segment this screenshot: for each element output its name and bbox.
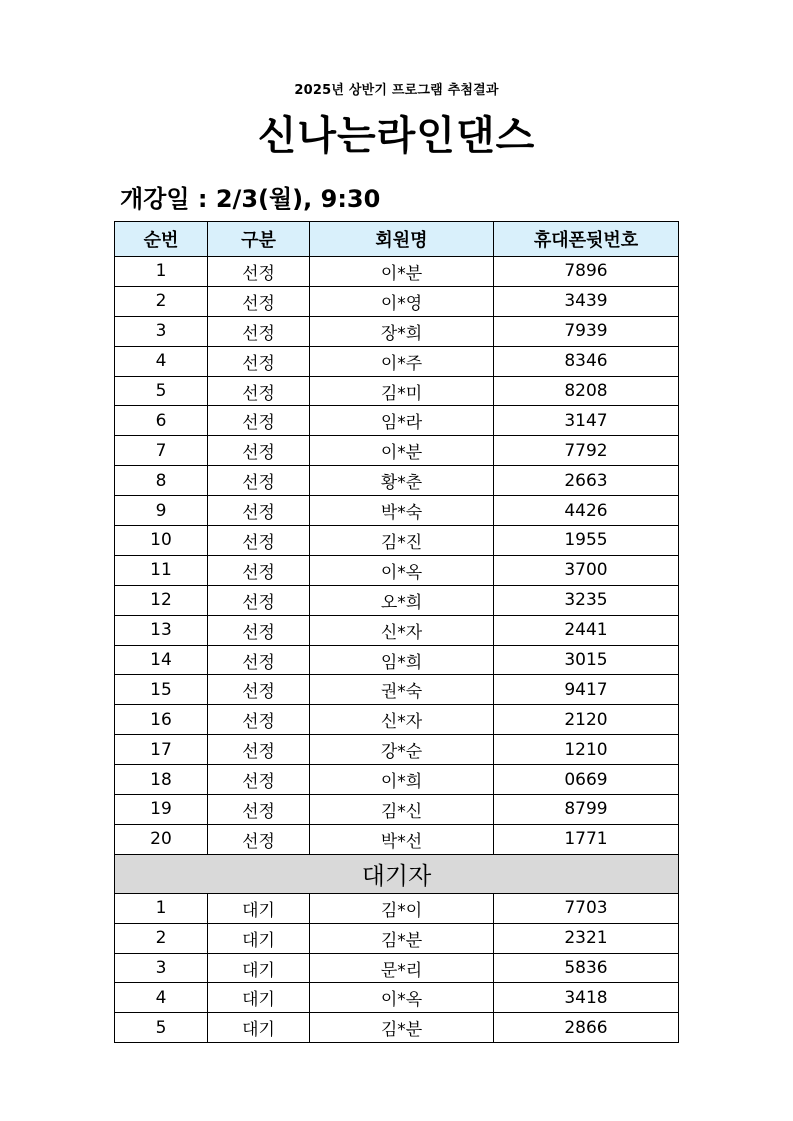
phone-suffix-cell: 8346 bbox=[494, 346, 679, 376]
selected-row bbox=[115, 346, 679, 376]
number-cell: 7 bbox=[115, 436, 208, 466]
column-header-phone-suffix: 휴대폰뒷번호 bbox=[494, 222, 679, 257]
phone-suffix-cell: 2120 bbox=[494, 705, 679, 735]
category-cell: 선정 bbox=[208, 316, 310, 346]
selected-row bbox=[115, 795, 679, 825]
member-name-cell: 이*분 bbox=[310, 257, 494, 287]
waitlist-section-label: 대기자 bbox=[115, 854, 679, 893]
column-header-category: 구분 bbox=[208, 222, 310, 257]
number-cell: 20 bbox=[115, 824, 208, 854]
selected-row bbox=[115, 735, 679, 765]
number-cell: 3 bbox=[115, 953, 208, 983]
member-name-cell: 이*주 bbox=[310, 346, 494, 376]
category-cell: 선정 bbox=[208, 286, 310, 316]
selected-row bbox=[115, 824, 679, 854]
category-cell: 선정 bbox=[208, 496, 310, 526]
category-cell: 대기 bbox=[208, 953, 310, 983]
phone-suffix-cell: 1955 bbox=[494, 526, 679, 556]
member-name-cell: 김*미 bbox=[310, 376, 494, 406]
phone-suffix-cell: 3700 bbox=[494, 555, 679, 585]
member-name-cell: 임*라 bbox=[310, 406, 494, 436]
waitlist-row bbox=[115, 923, 679, 953]
category-cell: 선정 bbox=[208, 824, 310, 854]
member-name-cell: 이*분 bbox=[310, 436, 494, 466]
number-cell: 10 bbox=[115, 526, 208, 556]
number-cell: 14 bbox=[115, 645, 208, 675]
phone-suffix-cell: 7703 bbox=[494, 893, 679, 923]
phone-suffix-cell: 4426 bbox=[494, 496, 679, 526]
category-cell: 선정 bbox=[208, 406, 310, 436]
number-cell: 3 bbox=[115, 316, 208, 346]
phone-suffix-cell: 3015 bbox=[494, 645, 679, 675]
member-name-cell: 김*이 bbox=[310, 893, 494, 923]
member-name-cell: 신*자 bbox=[310, 615, 494, 645]
number-cell: 2 bbox=[115, 286, 208, 316]
member-name-cell: 신*자 bbox=[310, 705, 494, 735]
member-name-cell: 오*희 bbox=[310, 585, 494, 615]
program-subtitle: 2025년 상반기 프로그램 추첨결과 bbox=[294, 83, 499, 98]
member-name-cell: 문*리 bbox=[310, 953, 494, 983]
category-cell: 선정 bbox=[208, 705, 310, 735]
phone-suffix-cell: 5836 bbox=[494, 953, 679, 983]
number-cell: 6 bbox=[115, 406, 208, 436]
selected-row bbox=[115, 286, 679, 316]
member-name-cell: 강*순 bbox=[310, 735, 494, 765]
number-cell: 1 bbox=[115, 257, 208, 287]
selected-row bbox=[115, 645, 679, 675]
phone-suffix-cell: 2321 bbox=[494, 923, 679, 953]
member-name-cell: 임*희 bbox=[310, 645, 494, 675]
number-cell: 5 bbox=[115, 1013, 208, 1043]
category-cell: 선정 bbox=[208, 257, 310, 287]
member-name-cell: 장*희 bbox=[310, 316, 494, 346]
number-cell: 4 bbox=[115, 983, 208, 1013]
selected-row bbox=[115, 436, 679, 466]
selected-row bbox=[115, 316, 679, 346]
category-cell: 선정 bbox=[208, 645, 310, 675]
selected-row bbox=[115, 615, 679, 645]
member-name-cell: 이*옥 bbox=[310, 983, 494, 1013]
number-cell: 19 bbox=[115, 795, 208, 825]
phone-suffix-cell: 7792 bbox=[494, 436, 679, 466]
category-cell: 선정 bbox=[208, 346, 310, 376]
phone-suffix-cell: 8208 bbox=[494, 376, 679, 406]
member-name-cell: 김*신 bbox=[310, 795, 494, 825]
phone-suffix-cell: 1210 bbox=[494, 735, 679, 765]
member-name-cell: 김*분 bbox=[310, 1013, 494, 1043]
category-cell: 선정 bbox=[208, 735, 310, 765]
member-name-cell: 이*희 bbox=[310, 765, 494, 795]
table-header-row bbox=[115, 222, 679, 257]
category-cell: 선정 bbox=[208, 526, 310, 556]
phone-suffix-cell: 3235 bbox=[494, 585, 679, 615]
category-cell: 대기 bbox=[208, 893, 310, 923]
phone-suffix-cell: 7896 bbox=[494, 257, 679, 287]
column-header-member-name: 회원명 bbox=[310, 222, 494, 257]
number-cell: 8 bbox=[115, 466, 208, 496]
phone-suffix-cell: 1771 bbox=[494, 824, 679, 854]
number-cell: 13 bbox=[115, 615, 208, 645]
member-name-cell: 박*숙 bbox=[310, 496, 494, 526]
waitlist-row bbox=[115, 893, 679, 923]
category-cell: 선정 bbox=[208, 466, 310, 496]
selected-row bbox=[115, 376, 679, 406]
phone-suffix-cell: 2663 bbox=[494, 466, 679, 496]
category-cell: 선정 bbox=[208, 615, 310, 645]
category-cell: 선정 bbox=[208, 376, 310, 406]
category-cell: 선정 bbox=[208, 765, 310, 795]
phone-suffix-cell: 9417 bbox=[494, 675, 679, 705]
waitlist-row bbox=[115, 1013, 679, 1043]
number-cell: 12 bbox=[115, 585, 208, 615]
member-name-cell: 이*영 bbox=[310, 286, 494, 316]
number-cell: 9 bbox=[115, 496, 208, 526]
selected-row bbox=[115, 765, 679, 795]
phone-suffix-cell: 8799 bbox=[494, 795, 679, 825]
number-cell: 11 bbox=[115, 555, 208, 585]
phone-suffix-cell: 2441 bbox=[494, 615, 679, 645]
page-title: 신나는라인댄스 bbox=[257, 113, 536, 159]
selected-row bbox=[115, 675, 679, 705]
selected-row bbox=[115, 705, 679, 735]
category-cell: 선정 bbox=[208, 675, 310, 705]
number-cell: 15 bbox=[115, 675, 208, 705]
number-cell: 1 bbox=[115, 893, 208, 923]
phone-suffix-cell: 2866 bbox=[494, 1013, 679, 1043]
phone-suffix-cell: 3439 bbox=[494, 286, 679, 316]
selected-row bbox=[115, 406, 679, 436]
member-name-cell: 이*옥 bbox=[310, 555, 494, 585]
number-cell: 5 bbox=[115, 376, 208, 406]
column-header-number: 순번 bbox=[115, 222, 208, 257]
member-name-cell: 박*선 bbox=[310, 824, 494, 854]
selected-row bbox=[115, 585, 679, 615]
category-cell: 대기 bbox=[208, 923, 310, 953]
member-name-cell: 김*진 bbox=[310, 526, 494, 556]
selected-row bbox=[115, 555, 679, 585]
member-name-cell: 권*숙 bbox=[310, 675, 494, 705]
number-cell: 18 bbox=[115, 765, 208, 795]
number-cell: 17 bbox=[115, 735, 208, 765]
member-name-cell: 김*분 bbox=[310, 923, 494, 953]
selected-row bbox=[115, 257, 679, 287]
phone-suffix-cell: 7939 bbox=[494, 316, 679, 346]
phone-suffix-cell: 0669 bbox=[494, 765, 679, 795]
phone-suffix-cell: 3147 bbox=[494, 406, 679, 436]
selected-row bbox=[115, 526, 679, 556]
selected-row bbox=[115, 466, 679, 496]
opening-date: 개강일 : 2/3(월), 9:30 bbox=[120, 185, 381, 213]
waitlist-row bbox=[115, 953, 679, 983]
number-cell: 2 bbox=[115, 923, 208, 953]
number-cell: 4 bbox=[115, 346, 208, 376]
lottery-results-table bbox=[114, 221, 679, 1043]
number-cell: 16 bbox=[115, 705, 208, 735]
category-cell: 선정 bbox=[208, 795, 310, 825]
waitlist-row bbox=[115, 983, 679, 1013]
category-cell: 대기 bbox=[208, 983, 310, 1013]
category-cell: 대기 bbox=[208, 1013, 310, 1043]
member-name-cell: 황*춘 bbox=[310, 466, 494, 496]
category-cell: 선정 bbox=[208, 436, 310, 466]
phone-suffix-cell: 3418 bbox=[494, 983, 679, 1013]
selected-row bbox=[115, 496, 679, 526]
waitlist-section-row bbox=[115, 854, 679, 893]
category-cell: 선정 bbox=[208, 585, 310, 615]
category-cell: 선정 bbox=[208, 555, 310, 585]
